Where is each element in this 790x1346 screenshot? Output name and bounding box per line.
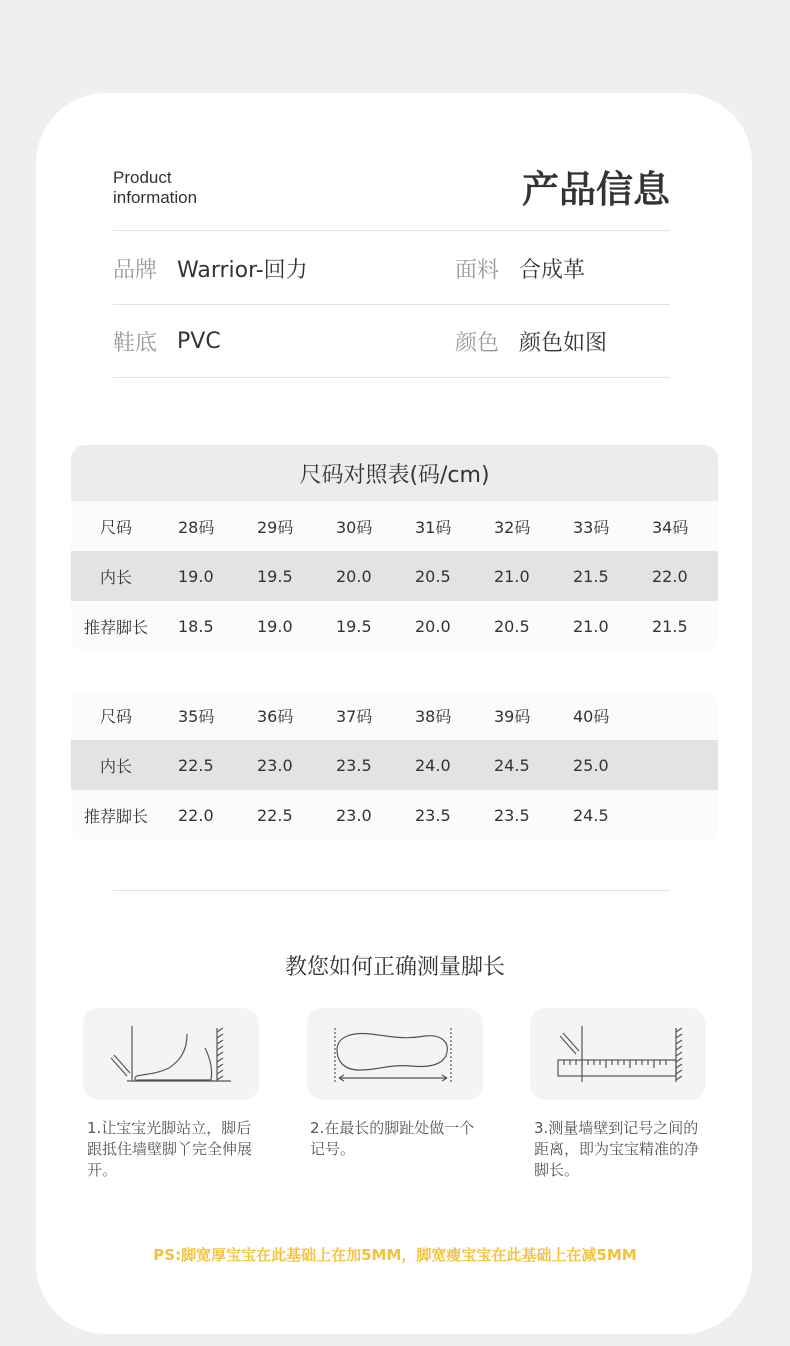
size-cell: 39码: [494, 706, 531, 726]
info-row: [113, 305, 670, 378]
info-key: 颜色: [455, 330, 500, 356]
info-row: [113, 232, 670, 305]
size-cell: 20.5: [415, 566, 451, 586]
section-divider: [113, 890, 670, 891]
size-cell: 23.0: [257, 755, 293, 775]
size-cell: 21.5: [652, 616, 688, 636]
size-cell: 23.0: [336, 805, 372, 825]
size-row: [71, 551, 718, 601]
row-head: 内长: [99, 756, 132, 776]
size-cell: 38码: [415, 706, 452, 726]
size-row: [71, 690, 718, 740]
size-cell: 19.5: [336, 616, 372, 636]
info-key: 品牌: [113, 257, 158, 283]
step-2-text: 2.在最长的脚趾处做一个记号。: [310, 1119, 475, 1158]
foot-against-wall-icon: [83, 1008, 259, 1100]
size-cell: 24.5: [573, 805, 609, 825]
chinese-title: 产品信息: [522, 168, 670, 211]
size-cell: 23.5: [494, 805, 530, 825]
size-cell: 22.5: [178, 755, 214, 775]
info-value: 颜色如图: [519, 330, 608, 356]
measure-title: 教您如何正确测量脚长: [284, 955, 505, 980]
size-cell: 18.5: [178, 616, 214, 636]
step-3-text: 3.测量墙壁到记号之间的距离，即为宝宝精准的净脚长。: [534, 1119, 700, 1179]
size-cell: 19.0: [257, 616, 293, 636]
info-cell-brand: [113, 232, 308, 304]
size-cell: 21.0: [494, 566, 530, 586]
size-cell: 21.0: [573, 616, 609, 636]
size-cell: 20.5: [494, 616, 530, 636]
info-cell-sole: [113, 305, 221, 377]
row-head: 推荐脚长: [83, 806, 148, 826]
size-cell: 22.0: [178, 805, 214, 825]
info-value: PVC: [177, 328, 221, 354]
row-head: 尺码: [99, 706, 132, 726]
english-title: Product information: [113, 168, 198, 207]
step-1-text: 1.让宝宝光脚站立，脚后跟抵住墙壁脚丫完全伸展开。: [87, 1119, 253, 1179]
size-cell: 25.0: [573, 755, 609, 775]
size-cell: 19.0: [178, 566, 214, 586]
size-cell: 24.5: [494, 755, 530, 775]
size-cell: 31码: [415, 517, 452, 537]
size-cell: 23.5: [415, 805, 451, 825]
row-head: 尺码: [99, 517, 132, 537]
size-row: [71, 601, 718, 651]
info-value: Warrior-回力: [177, 257, 308, 283]
info-cell-fabric: [455, 232, 585, 304]
info-value: 合成革: [519, 257, 586, 283]
size-cell: 34码: [652, 517, 689, 537]
size-table-1: [71, 445, 718, 653]
size-cell: 32码: [494, 517, 531, 537]
info-key: 面料: [455, 257, 500, 283]
info-key: 鞋底: [113, 330, 158, 356]
size-chart-title: 尺码对照表(码/cm): [71, 445, 718, 501]
size-cell: 35码: [178, 706, 215, 726]
size-cell: 22.5: [257, 805, 293, 825]
row-head: 推荐脚长: [83, 617, 148, 637]
size-cell: 30码: [336, 517, 373, 537]
size-cell: 36码: [257, 706, 294, 726]
foot-outline-mark-icon: [307, 1008, 483, 1100]
size-row: [71, 501, 718, 551]
size-cell: 20.0: [336, 566, 372, 586]
size-cell: 23.5: [336, 755, 372, 775]
size-cell: 28码: [178, 517, 215, 537]
size-row: [71, 740, 718, 790]
size-cell: 24.0: [415, 755, 451, 775]
product-info-header: [113, 168, 670, 231]
size-cell: 21.5: [573, 566, 609, 586]
row-head: 内长: [99, 567, 132, 587]
size-cell: 20.0: [415, 616, 451, 636]
ps-note: PS:脚宽厚宝宝在此基础上在加5MM，脚宽瘦宝宝在此基础上在减5MM: [153, 1246, 637, 1264]
size-table-2: [71, 690, 718, 843]
size-cell: 19.5: [257, 566, 293, 586]
size-cell: 22.0: [652, 566, 688, 586]
size-cell: 37码: [336, 706, 373, 726]
ruler-measure-icon: [530, 1008, 706, 1100]
size-cell: 33码: [573, 517, 610, 537]
size-row: [71, 790, 718, 840]
size-cell: 40码: [573, 706, 610, 726]
info-cell-color: [455, 305, 607, 377]
size-cell: 29码: [257, 517, 294, 537]
